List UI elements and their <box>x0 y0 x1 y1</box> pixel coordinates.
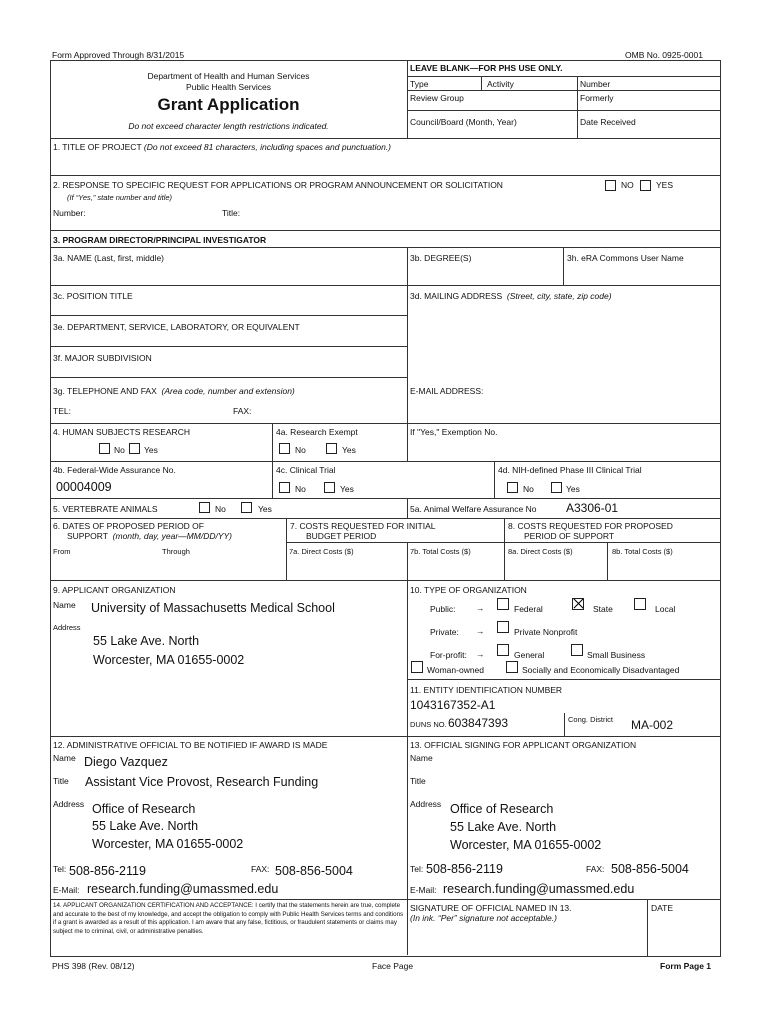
admin-address-label: Address <box>53 799 85 809</box>
proposed-total-label: 8b. Total Costs ($) <box>612 547 673 556</box>
animal-welfare-value[interactable]: A3306-01 <box>566 501 619 515</box>
vertebrate-yes-checkbox[interactable] <box>241 502 252 513</box>
entity-id-value[interactable]: 1043167352-A1 <box>410 698 496 712</box>
signing-title-label: Title <box>410 776 426 786</box>
email-address-label: E-MAIL ADDRESS: <box>410 386 484 396</box>
signing-email-value[interactable]: research.funding@umassmed.edu <box>443 882 635 896</box>
signature-hint: (In ink. “Per” signature not acceptable.) <box>410 913 557 923</box>
federal-checkbox[interactable] <box>497 598 509 610</box>
exempt-no-label: No <box>295 445 306 455</box>
date-field[interactable] <box>651 915 719 955</box>
admin-name-value[interactable]: Diego Vazquez <box>84 755 168 769</box>
tel-label: TEL: <box>53 406 71 416</box>
signing-address-label: Address <box>410 799 442 809</box>
proposed-direct-label: 8a. Direct Costs ($) <box>508 547 573 556</box>
woman-owned-checkbox[interactable] <box>411 661 423 673</box>
org-address-line1[interactable]: 55 Lake Ave. North <box>93 634 200 648</box>
council-label: Council/Board (Month, Year) <box>410 117 517 127</box>
vertebrate-label: 5. VERTEBRATE ANIMALS <box>53 504 158 514</box>
initial-costs-line1: 7. COSTS REQUESTED FOR INITIAL <box>290 521 436 531</box>
human-subjects-yes-label: Yes <box>144 445 158 455</box>
cong-district-value[interactable]: MA-002 <box>631 718 674 732</box>
public-arrow: → <box>476 603 485 613</box>
cong-district-label: Cong. District <box>568 715 614 724</box>
applicant-org-label: 9. APPLICANT ORGANIZATION <box>53 585 176 595</box>
public-label: Public: <box>430 604 456 614</box>
initial-direct-label: 7a. Direct Costs ($) <box>289 547 354 556</box>
entity-id-label: 11. ENTITY IDENTIFICATION NUMBER <box>410 685 563 695</box>
signing-fax-label: FAX: <box>586 864 605 874</box>
initial-total-label: 7b. Total Costs ($) <box>410 547 471 556</box>
admin-official-label: 12. ADMINISTRATIVE OFFICIAL TO BE NOTIFIED IF AWARD IS MADE <box>53 740 328 750</box>
human-subjects-yes-checkbox[interactable] <box>129 443 140 454</box>
type-label: Type <box>410 79 429 89</box>
rfa-yes-checkbox[interactable] <box>640 180 651 191</box>
mailing-address-label-text: 3d. MAILING ADDRESS <box>410 291 503 301</box>
admin-email-label: E-Mail: <box>53 885 80 895</box>
admin-title-value[interactable]: Assistant Vice Provost, Research Funding <box>85 775 319 789</box>
signing-tel-value[interactable]: 508-856-2119 <box>426 862 503 876</box>
federal-label: Federal <box>514 604 543 614</box>
admin-name-label: Name <box>53 753 76 763</box>
admin-tel-value[interactable]: 508-856-2119 <box>69 864 146 878</box>
dates-hint: (month, day, year—MM/DD/YY) <box>112 531 233 541</box>
admin-email-value[interactable]: research.funding@umassmed.edu <box>87 882 279 896</box>
face-page-label: Face Page <box>372 961 414 971</box>
forprofit-arrow: → <box>476 649 485 659</box>
era-label: 3h. eRA Commons User Name <box>567 253 684 263</box>
signing-address-line2[interactable]: 55 Lake Ave. North <box>450 820 557 834</box>
proposed-costs-line1: 8. COSTS REQUESTED FOR PROPOSED <box>508 521 673 531</box>
form-approved-date: Form Approved Through 8/31/2015 <box>52 50 185 60</box>
project-title-hint: (Do not exceed 81 characters, including spaces and punctuation.) <box>143 142 391 152</box>
signature-label: SIGNATURE OF OFFICIAL NAMED IN 13. <box>410 903 572 913</box>
human-subjects-no-checkbox[interactable] <box>99 443 110 454</box>
phone-fax-label <box>53 386 295 396</box>
phase3-yes-label: Yes <box>566 484 580 494</box>
signing-official-label: 13. OFFICIAL SIGNING FOR APPLICANT ORGANIZATION <box>410 740 637 750</box>
admin-address-line3[interactable]: Worcester, MA 01655-0002 <box>92 837 244 851</box>
subdivision-label: 3f. MAJOR SUBDIVISION <box>53 353 152 363</box>
project-title-label-text: 1. TITLE OF PROJECT <box>53 142 142 152</box>
date-label: DATE <box>651 903 674 913</box>
project-title-label <box>53 142 391 152</box>
exempt-yes-checkbox[interactable] <box>326 443 337 454</box>
rfa-hint: (If “Yes,” state number and title) <box>67 193 173 202</box>
date-received-label: Date Received <box>580 117 636 127</box>
org-address-line2[interactable]: Worcester, MA 01655-0002 <box>93 653 245 667</box>
pi-heading: 3. PROGRAM DIRECTOR/PRINCIPAL INVESTIGATOR <box>53 235 267 245</box>
proposed-costs-line2: PERIOD OF SUPPORT <box>524 531 615 541</box>
phase3-label: 4d. NIH-defined Phase III Clinical Trial <box>498 465 642 475</box>
signing-fax-value[interactable]: 508-856-5004 <box>611 862 689 876</box>
signing-address-line3[interactable]: Worcester, MA 01655-0002 <box>450 838 602 852</box>
position-title-label: 3c. POSITION TITLE <box>53 291 133 301</box>
private-nonprofit-label: Private Nonprofit <box>514 627 578 637</box>
signing-tel-label: Tel: <box>410 864 424 874</box>
activity-label: Activity <box>487 79 514 89</box>
phase3-no-label: No <box>523 484 534 494</box>
phone-fax-hint: (Area code, number and extension) <box>161 386 295 396</box>
dates-label-line1: 6. DATES OF PROPOSED PERIOD OF <box>53 521 204 531</box>
small-business-label: Small Business <box>587 650 646 660</box>
disadvantaged-checkbox[interactable] <box>506 661 518 673</box>
org-name-value[interactable]: University of Massachusetts Medical School <box>91 601 335 615</box>
exempt-no-checkbox[interactable] <box>279 443 290 454</box>
phase3-yes-checkbox[interactable] <box>551 482 562 493</box>
signature-field[interactable] <box>410 925 646 955</box>
page-number: Form Page 1 <box>660 961 712 971</box>
dates-label-line2 <box>67 531 232 541</box>
rfa-yes-label: YES <box>656 180 674 190</box>
general-checkbox[interactable] <box>497 644 509 656</box>
clinical-trial-label: 4c. Clinical Trial <box>276 465 336 475</box>
vertebrate-no-checkbox[interactable] <box>199 502 210 513</box>
from-label: From <box>53 547 71 556</box>
form-id: PHS 398 (Rev. 08/12) <box>52 961 135 971</box>
clinical-no-label: No <box>295 484 306 494</box>
admin-title-label: Title <box>53 776 69 786</box>
vertebrate-no-label: No <box>215 504 226 514</box>
small-business-checkbox[interactable] <box>571 644 583 656</box>
org-type-label: 10. TYPE OF ORGANIZATION <box>410 585 527 595</box>
mailing-address-hint: (Street, city, state, zip code) <box>506 291 612 301</box>
local-checkbox[interactable] <box>634 598 646 610</box>
admin-address-line2[interactable]: 55 Lake Ave. North <box>92 819 199 833</box>
fwa-label: 4b. Federal-Wide Assurance No. <box>53 465 176 475</box>
leave-blank-heading: LEAVE BLANK—FOR PHS USE ONLY. <box>410 63 563 73</box>
agency-name: Public Health Services <box>185 82 272 92</box>
org-name-label: Name <box>53 600 76 610</box>
state-label: State <box>593 604 613 614</box>
admin-tel-label: Tel: <box>53 864 67 874</box>
dates-label-line2-text: SUPPORT <box>67 531 108 541</box>
human-subjects-label: 4. HUMAN SUBJECTS RESEARCH <box>53 427 190 437</box>
animal-welfare-label: 5a. Animal Welfare Assurance No <box>410 504 537 514</box>
fax-label: FAX: <box>233 406 252 416</box>
rfa-no-checkbox[interactable] <box>605 180 616 191</box>
research-exempt-label: 4a. Research Exempt <box>276 427 358 437</box>
initial-costs-line2: BUDGET PERIOD <box>306 531 377 541</box>
through-label: Through <box>162 547 190 556</box>
forprofit-label: For-profit: <box>430 650 467 660</box>
admin-address-line1[interactable]: Office of Research <box>92 802 196 816</box>
org-address-label: Address <box>53 623 81 632</box>
private-arrow: → <box>476 626 485 636</box>
phase3-no-checkbox[interactable] <box>507 482 518 493</box>
woman-owned-label: Woman-owned <box>427 665 485 675</box>
review-group-label: Review Group <box>410 93 464 103</box>
admin-fax-label: FAX: <box>251 864 270 874</box>
human-subjects-no-label: No <box>114 445 125 455</box>
department-label: 3e. DEPARTMENT, SERVICE, LABORATORY, OR EQUIVALENT <box>53 322 300 332</box>
clinical-yes-label: Yes <box>340 484 354 494</box>
local-label: Local <box>655 604 676 614</box>
clinical-no-checkbox[interactable] <box>279 482 290 493</box>
rfa-response-label: 2. RESPONSE TO SPECIFIC REQUEST FOR APPLICATIONS OR PROGRAM ANNOUNCEMENT OR SOLICITATION <box>53 180 503 190</box>
exemption-no-label: If "Yes," Exemption No. <box>410 427 498 437</box>
form-subtitle: Do not exceed character length restrictions indicated. <box>128 121 329 131</box>
number-label: Number <box>580 79 611 89</box>
pi-name-label: 3a. NAME (Last, first, middle) <box>53 253 165 263</box>
certification-text: 14. APPLICANT ORGANIZATION CERTIFICATION AND ACCEPTANCE: I certify that the statements herein are true, complete and accurate to the best of my knowledge, and accept the obligation to comply with Public Health Services terms and conditions if a grant is awarded as a result of this application. I am aware that any false, fictitious, or fraudulent statements or claims may subject me to criminal, civil, or administrative penalties. <box>53 902 404 936</box>
signing-email-label: E-Mail: <box>410 885 437 895</box>
admin-fax-value[interactable]: 508-856-5004 <box>275 864 353 878</box>
exempt-yes-label: Yes <box>342 445 356 455</box>
signing-address-line1[interactable]: Office of Research <box>450 802 554 816</box>
formerly-label: Formerly <box>580 93 614 103</box>
rfa-title-label: Title: <box>222 208 241 218</box>
signing-name-label: Name <box>410 753 433 763</box>
form-title: Grant Application <box>157 95 300 114</box>
state-checkbox-checked[interactable] <box>572 598 584 610</box>
fwa-value[interactable]: 00004009 <box>56 480 112 494</box>
disadvantaged-label: Socially and Economically Disadvantaged <box>522 665 680 675</box>
rfa-number-label: Number: <box>53 208 86 218</box>
degree-label: 3b. DEGREE(S) <box>410 253 472 263</box>
duns-label: DUNS NO. <box>410 720 447 729</box>
department-name: Department of Health and Human Services <box>147 71 310 81</box>
clinical-yes-checkbox[interactable] <box>324 482 335 493</box>
phone-fax-label-text: 3g. TELEPHONE AND FAX <box>53 386 157 396</box>
private-nonprofit-checkbox[interactable] <box>497 621 509 633</box>
private-label: Private: <box>430 627 459 637</box>
mailing-address-label <box>410 291 612 301</box>
vertebrate-yes-label: Yes <box>258 504 272 514</box>
general-label: General <box>514 650 545 660</box>
rfa-no-label: NO <box>621 180 634 190</box>
duns-value[interactable]: 603847393 <box>448 716 509 730</box>
omb-number: OMB No. 0925-0001 <box>625 50 703 60</box>
